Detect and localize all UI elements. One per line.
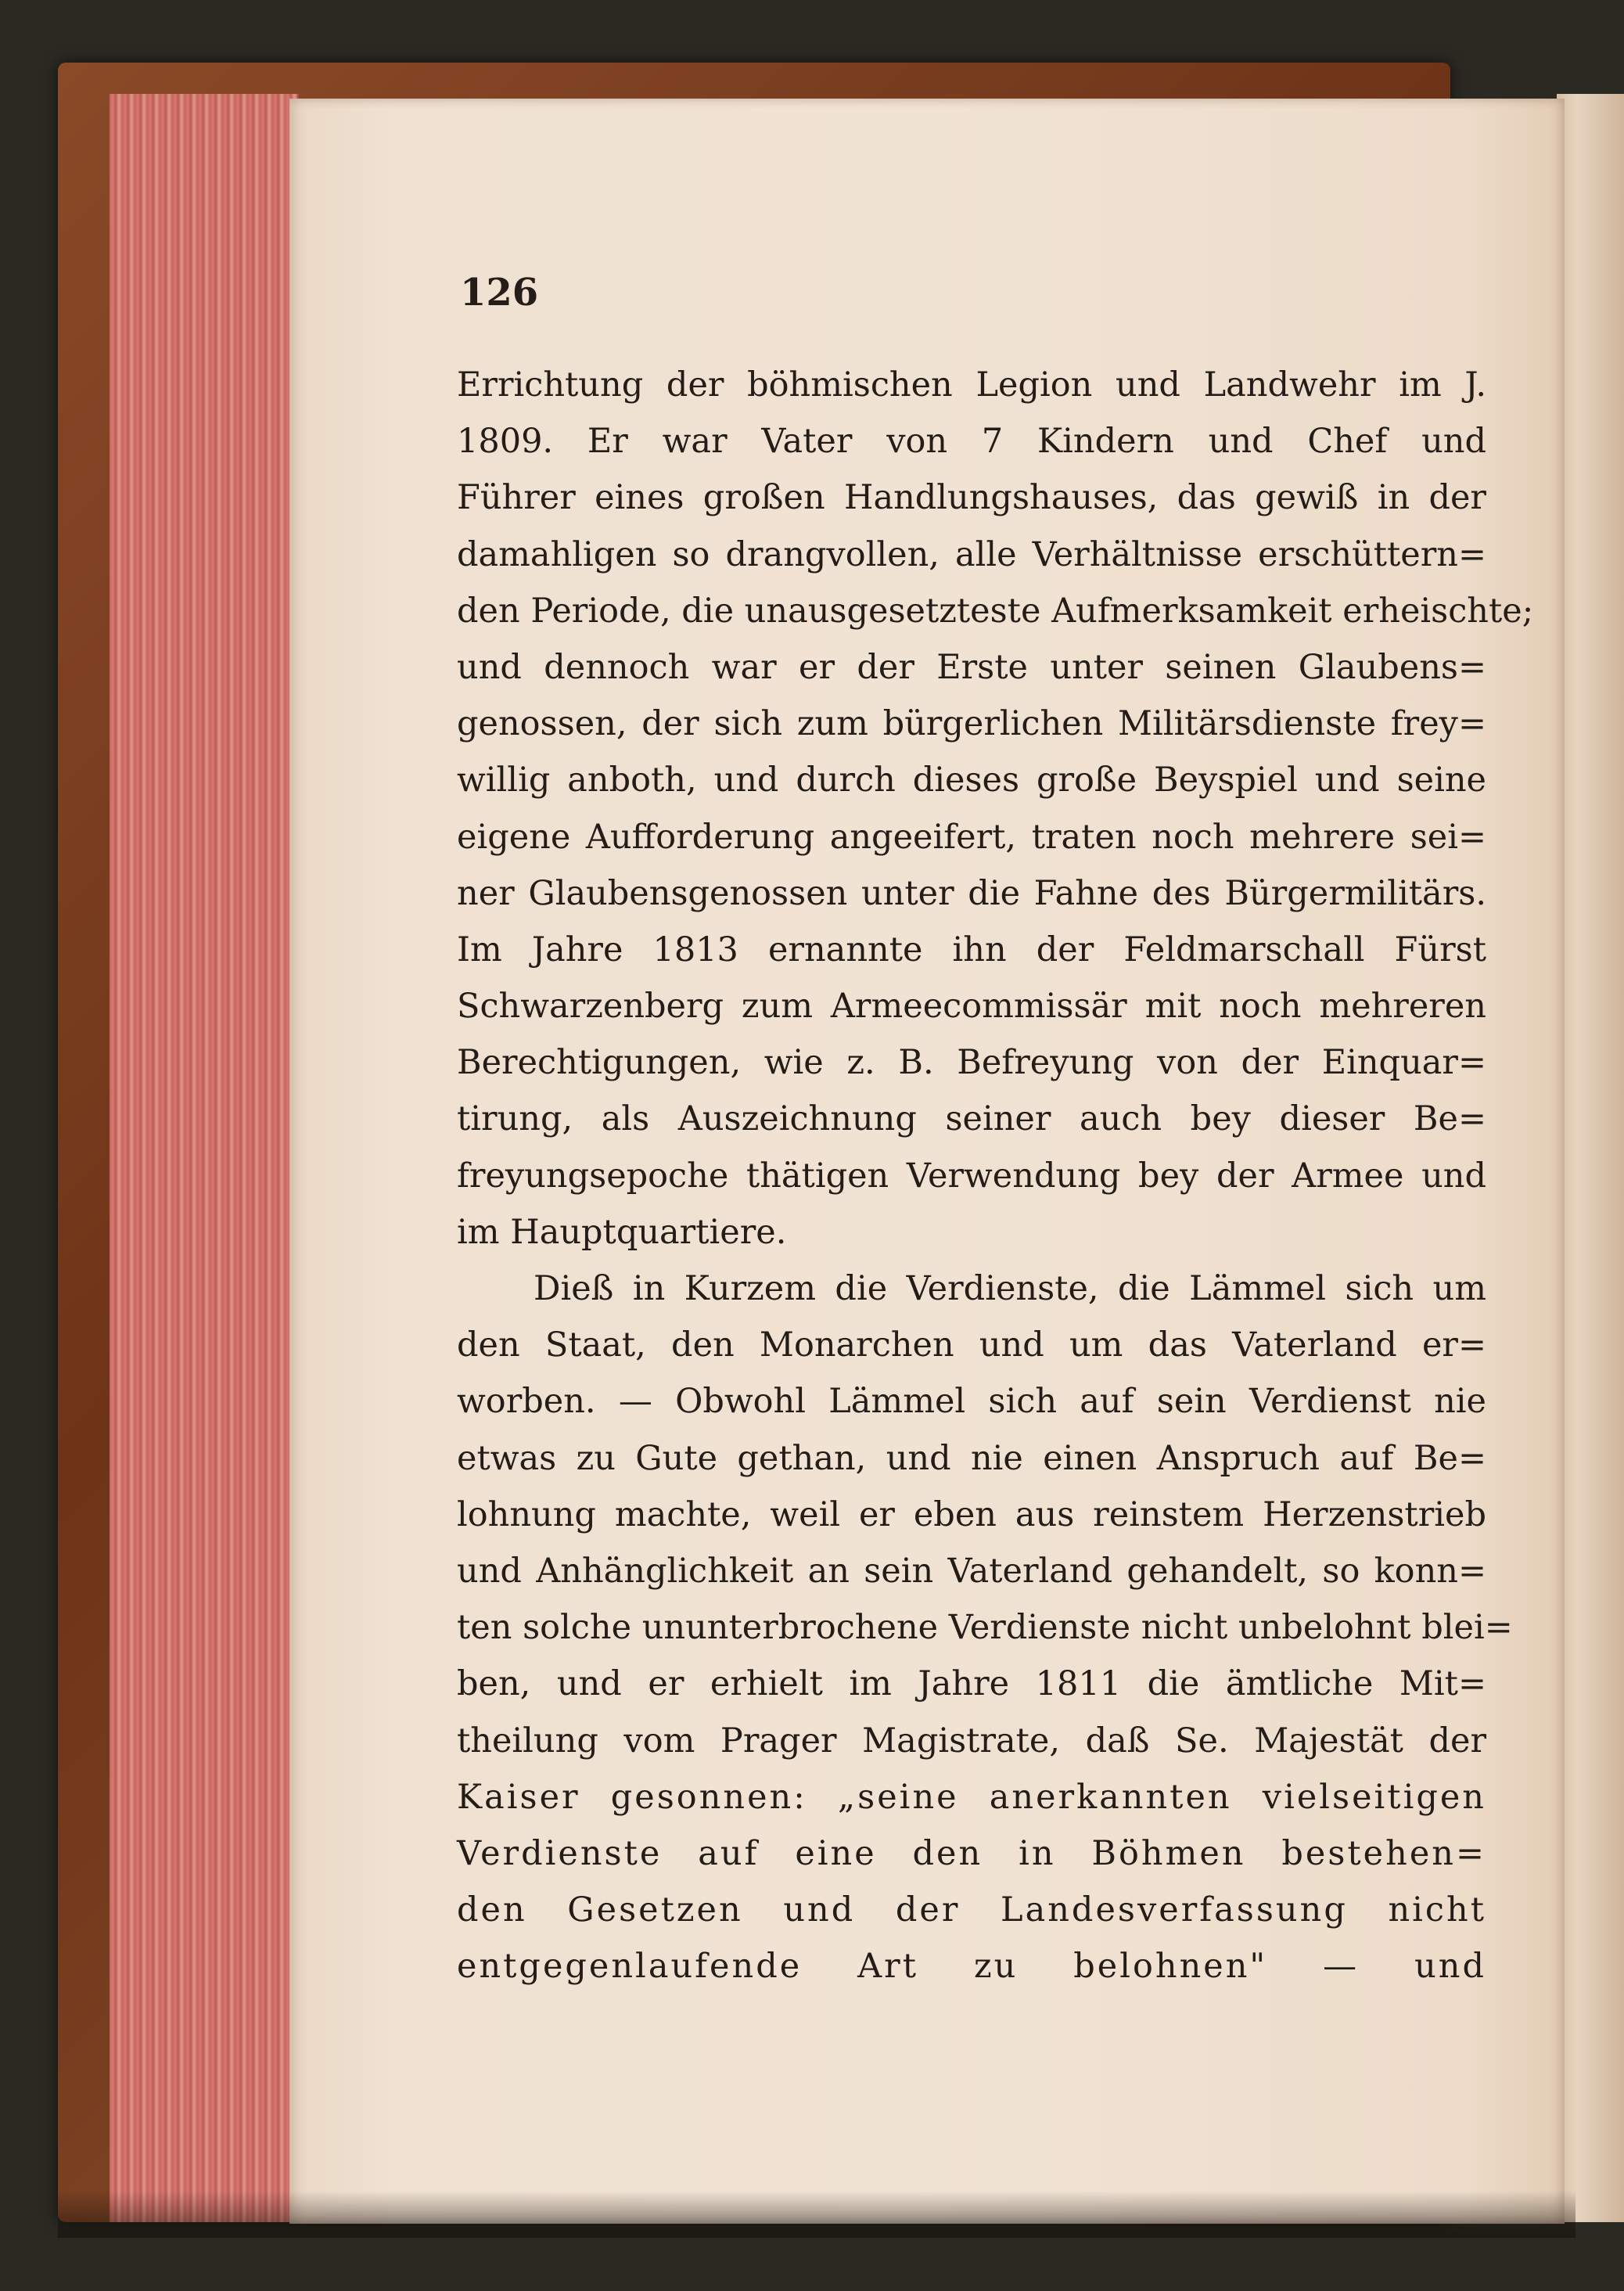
text-line: 1809. Er war Vater von 7 Kindern und Chef und	[457, 422, 1486, 462]
text-line: Kaiser gesonnen: „seine anerkannten vielseitigen	[457, 1777, 1486, 1817]
text-line: damahligen so drangvollen, alle Verhältnisse erschüttern=	[457, 534, 1486, 574]
text-line: ner Glaubensgenossen unter die Fahne des Bürgermilitärs.	[457, 873, 1486, 913]
text-line: Im Jahre 1813 ernannte ihn der Feldmarschall Fürst	[457, 930, 1486, 969]
text-line: ten solche ununterbrochene Verdienste nicht unbelohnt blei=	[457, 1608, 1513, 1648]
text-line: und Anhänglichkeit an sein Vaterland gehandelt, so konn=	[457, 1551, 1486, 1591]
page-text	[457, 357, 1534, 1994]
text-line: eigene Aufforderung angeeifert, traten noch mehrere sei=	[457, 817, 1486, 857]
page-block-edges	[110, 94, 299, 2222]
text-line: den Gesetzen und der Landesverfassung nicht	[457, 1890, 1486, 1930]
text-line: worben. — Obwohl Lämmel sich auf sein Verdienst nie	[457, 1382, 1486, 1422]
text-line: entgegenlaufende Art zu belohnen" — und	[457, 1947, 1486, 1987]
text-line: Schwarzenberg zum Armeecommissär mit noch mehreren	[457, 987, 1486, 1027]
text-line: willig anboth, und durch dieses große Beyspiel und seine	[457, 761, 1486, 800]
page-number: 126	[460, 271, 539, 315]
text-line: theilung vom Prager Magistrate, daß Se. Majestät der	[457, 1721, 1486, 1761]
book-page	[289, 99, 1565, 2224]
text-line: den Staat, den Monarchen und um das Vaterland er=	[457, 1325, 1486, 1365]
bottom-shadow	[58, 2191, 1575, 2238]
text-line: und dennoch war er der Erste unter seinen Glaubens=	[457, 647, 1486, 687]
text-line: freyungsepoche thätigen Verwendung bey der Armee und	[457, 1156, 1486, 1196]
text-line: Errichtung der böhmischen Legion und Landwehr im J.	[457, 365, 1486, 405]
text-line: Berechtigungen, wie z. B. Befreyung von der Einquar=	[457, 1043, 1486, 1083]
text-line: etwas zu Gute gethan, und nie einen Anspruch auf Be=	[457, 1438, 1486, 1478]
text-line: im Hauptquartiere.	[457, 1212, 787, 1252]
text-line: lohnung machte, weil er eben aus reinstem Herzenstrieb	[457, 1494, 1486, 1534]
text-line: den Periode, die unausgesetzteste Aufmerksamkeit erheischte;	[457, 591, 1534, 631]
text-line: Führer eines großen Handlungshauses, das gewiß in der	[457, 478, 1486, 518]
facing-page-edge	[1557, 94, 1624, 2222]
text-line: tirung, als Auszeichnung seiner auch bey dieser Be=	[457, 1099, 1486, 1139]
text-line: Verdienste auf eine den in Böhmen bestehen=	[457, 1833, 1486, 1873]
text-line: ben, und er erhielt im Jahre 1811 die ämtliche Mit=	[457, 1664, 1486, 1704]
text-line: Dieß in Kurzem die Verdienste, die Lämmel sich um	[534, 1269, 1486, 1308]
text-line: genossen, der sich zum bürgerlichen Militärsdienste frey=	[457, 704, 1486, 744]
